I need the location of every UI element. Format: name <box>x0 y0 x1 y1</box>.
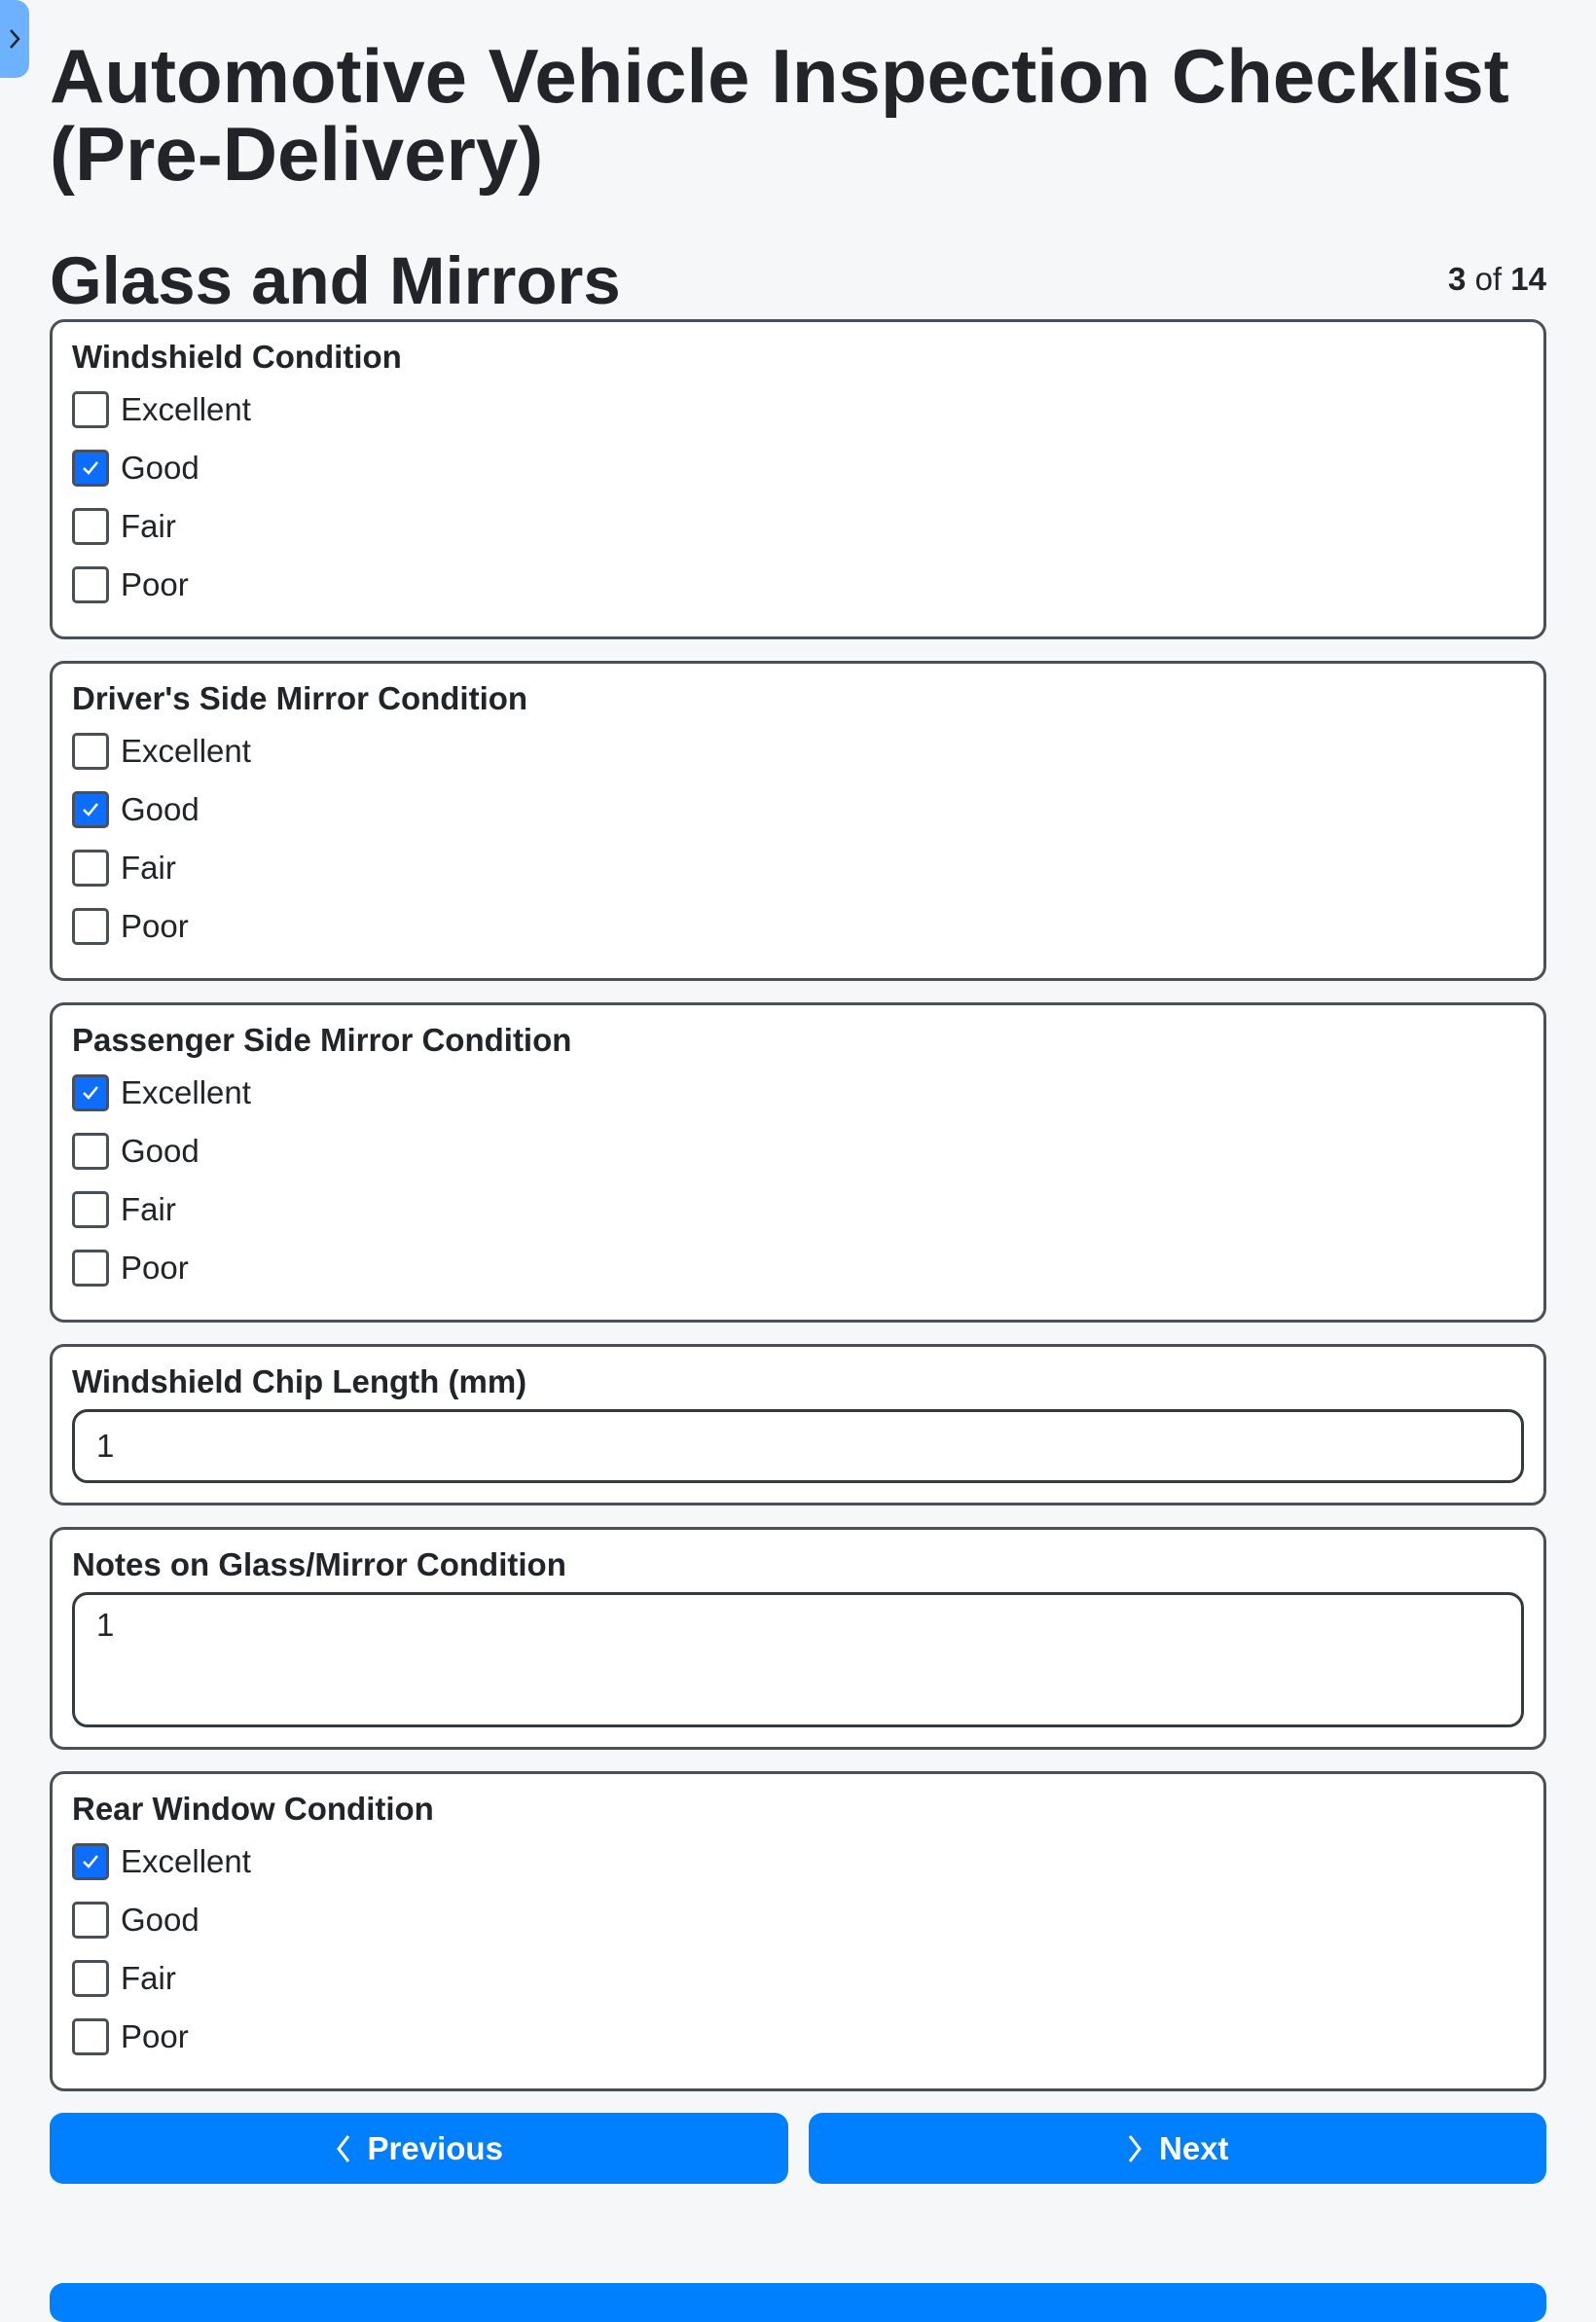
question-card <box>50 319 1546 639</box>
option-fair[interactable] <box>72 1180 1524 1239</box>
checkbox[interactable] <box>72 1191 109 1228</box>
checkbox[interactable] <box>72 1074 109 1111</box>
of-label: of <box>1474 261 1503 297</box>
option-excellent[interactable] <box>72 1064 1524 1122</box>
submit-button[interactable] <box>50 2283 1546 2322</box>
checkbox[interactable] <box>72 850 109 887</box>
question-label: Driver's Side Mirror Condition <box>72 680 528 716</box>
option-good[interactable] <box>72 439 1524 497</box>
next-label: Next <box>1158 2129 1229 2166</box>
option-label: Fair <box>121 508 176 544</box>
checkbox[interactable] <box>72 1843 109 1880</box>
option-good[interactable] <box>72 780 1524 839</box>
question-label: Windshield Condition <box>72 339 402 375</box>
option-good[interactable] <box>72 1891 1524 1949</box>
option-label: Good <box>121 450 200 486</box>
option-fair[interactable] <box>72 1949 1524 2008</box>
chevron-right-icon <box>7 27 22 51</box>
checkbox[interactable] <box>72 908 109 945</box>
form-container <box>50 0 1546 2184</box>
previous-label: Previous <box>367 2129 503 2166</box>
option-good[interactable] <box>72 1122 1524 1180</box>
checkbox[interactable] <box>72 733 109 770</box>
question-card <box>50 1527 1546 1750</box>
notes-textarea[interactable]: 1 <box>72 1592 1524 1727</box>
checkbox[interactable] <box>72 791 109 828</box>
option-excellent[interactable] <box>72 1832 1524 1891</box>
section-progress <box>1448 261 1546 298</box>
option-label: Fair <box>121 1960 176 1996</box>
check-icon <box>80 1851 101 1872</box>
option-excellent[interactable] <box>72 722 1524 780</box>
question-label: Rear Window Condition <box>72 1791 434 1827</box>
option-label: Poor <box>121 566 189 602</box>
option-label: Good <box>121 1902 200 1938</box>
option-poor[interactable] <box>72 556 1524 614</box>
checkbox[interactable] <box>72 2018 109 2055</box>
chevron-left-icon <box>335 2134 352 2163</box>
option-fair[interactable] <box>72 839 1524 897</box>
option-poor[interactable] <box>72 1239 1524 1297</box>
option-poor[interactable] <box>72 897 1524 956</box>
question-card <box>50 661 1546 981</box>
chip-length-input[interactable]: 1 <box>72 1409 1524 1483</box>
checkbox[interactable] <box>72 1250 109 1287</box>
sidebar-toggle-button[interactable] <box>0 0 29 78</box>
check-icon <box>80 1082 101 1104</box>
option-label: Excellent <box>121 733 251 769</box>
section-title: Glass and Mirrors <box>50 243 621 318</box>
option-label: Excellent <box>121 1843 251 1879</box>
question-label: Windshield Chip Length (mm) <box>72 1363 527 1399</box>
question-card <box>50 1344 1546 1506</box>
checkbox[interactable] <box>72 450 109 487</box>
nav-buttons <box>50 2113 1546 2184</box>
checkbox[interactable] <box>72 566 109 603</box>
option-fair[interactable] <box>72 497 1524 556</box>
checkbox[interactable] <box>72 391 109 428</box>
check-icon <box>80 799 101 820</box>
checkbox[interactable] <box>72 1902 109 1939</box>
current-section: 3 <box>1448 261 1467 297</box>
option-excellent[interactable] <box>72 381 1524 439</box>
option-poor[interactable] <box>72 2008 1524 2066</box>
option-label: Poor <box>121 1250 189 1286</box>
question-card <box>50 1002 1546 1323</box>
option-label: Excellent <box>121 391 251 427</box>
option-label: Excellent <box>121 1074 251 1110</box>
checkbox[interactable] <box>72 508 109 545</box>
question-label: Notes on Glass/Mirror Condition <box>72 1546 566 1582</box>
option-label: Fair <box>121 850 176 886</box>
page-title: Automotive Vehicle Inspection Checklist (Pre-Delivery) <box>50 33 1509 197</box>
next-button[interactable] <box>809 2113 1547 2184</box>
total-sections: 14 <box>1510 261 1546 297</box>
section-header <box>50 243 1546 319</box>
option-label: Good <box>121 791 200 827</box>
option-label: Poor <box>121 908 189 944</box>
question-card <box>50 1771 1546 2091</box>
question-label: Passenger Side Mirror Condition <box>72 1022 572 1058</box>
chevron-right-icon <box>1126 2134 1143 2163</box>
option-label: Good <box>121 1133 200 1169</box>
previous-button[interactable] <box>50 2113 788 2184</box>
checkbox[interactable] <box>72 1960 109 1997</box>
option-label: Fair <box>121 1191 176 1227</box>
option-label: Poor <box>121 2018 189 2054</box>
checkbox[interactable] <box>72 1133 109 1170</box>
check-icon <box>80 457 101 479</box>
